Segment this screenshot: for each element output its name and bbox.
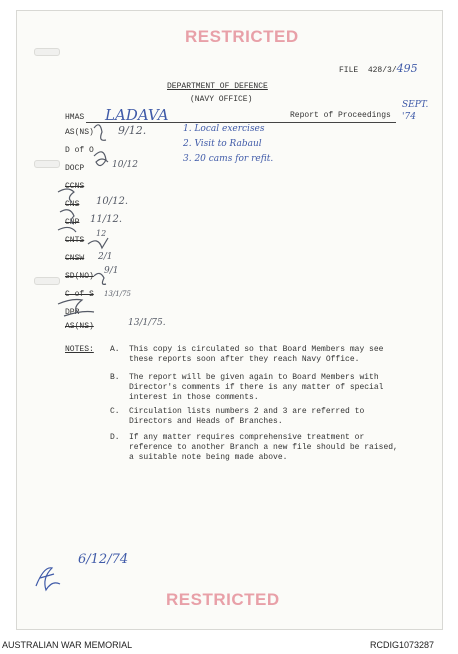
circulation-item: C of S xyxy=(65,290,94,299)
circulation-initials: 2/1 xyxy=(98,252,113,262)
proceedings-item: 1. Local exercises xyxy=(183,124,265,134)
note-text: The report will be given again to Board Members with Director's comments if there is any matter of special interest in those comments. xyxy=(129,373,384,402)
circulation-initials: 12 xyxy=(96,229,107,238)
handwritten-signature xyxy=(30,556,70,596)
circulation-initials: 13/1/75 xyxy=(104,290,131,298)
note-letter: A. xyxy=(110,345,120,354)
note-text: Circulation lists numbers 2 and 3 are referred to Directors and Heads of Branches. xyxy=(129,407,365,426)
proceedings-item: 3. 20 cams for refit. xyxy=(183,154,274,164)
restricted-stamp-top: RESTRICTED xyxy=(185,27,299,46)
circulation-item: DPR xyxy=(65,308,80,317)
note-text: If any matter requires comprehensive treatment or reference to another Branch a new file should be raised, a suitable note being made above. xyxy=(129,433,398,462)
department-heading: DEPARTMENT OF DEFENCE xyxy=(167,82,268,91)
ship-name: LADAVA xyxy=(105,106,169,124)
circulation-item: CNSW xyxy=(65,254,85,263)
restricted-stamp-bottom: RESTRICTED xyxy=(166,590,280,609)
report-date: SEPT. '74 xyxy=(402,100,429,122)
handwritten-initials-scribbles xyxy=(50,118,160,338)
circulation-initials: 11/12. xyxy=(90,214,122,225)
circulation-item: SD(NO) xyxy=(65,272,94,281)
circulation-item: CNP xyxy=(65,218,80,227)
note-text: This copy is circulated so that Board Members may see these reports soon after they reach Navy Office. xyxy=(129,345,384,364)
file-number: FILE 428/3/495 xyxy=(339,62,418,75)
circulation-initials: 10/12. xyxy=(96,196,128,207)
office-heading: (NAVY OFFICE) xyxy=(190,95,253,104)
note-letter: D. xyxy=(110,433,120,442)
circulation-item: CCNS xyxy=(65,182,85,191)
footer-record-id: RCDIG1073287 xyxy=(370,640,435,650)
footer-source: AUSTRALIAN WAR MEMORIAL xyxy=(2,640,133,650)
punch-hole xyxy=(34,48,60,56)
circulation-initials: 13/1/75. xyxy=(128,318,166,328)
hmas-label: HMAS xyxy=(65,113,85,122)
note-letter: C. xyxy=(110,407,120,416)
circulation-initials: 9/12. xyxy=(118,124,147,137)
circulation-item: AS(NS) xyxy=(65,322,94,331)
bottom-date-annotation: 6/12/74 xyxy=(78,552,129,567)
note-letter: B. xyxy=(110,373,120,382)
report-title: Report of Proceedings xyxy=(290,111,391,120)
circulation-item: DOCP xyxy=(65,164,85,173)
circulation-item: D of O xyxy=(65,146,94,155)
notes-label: NOTES: xyxy=(65,345,94,354)
circulation-initials: 9/1 xyxy=(104,266,119,276)
circulation-item: CNS xyxy=(65,200,80,209)
circulation-item: CNTS xyxy=(65,236,85,245)
circulation-item: AS(NS) xyxy=(65,128,94,137)
proceedings-item: 2. Visit to Rabaul xyxy=(183,139,262,149)
circulation-initials: 10/12 xyxy=(112,160,138,170)
